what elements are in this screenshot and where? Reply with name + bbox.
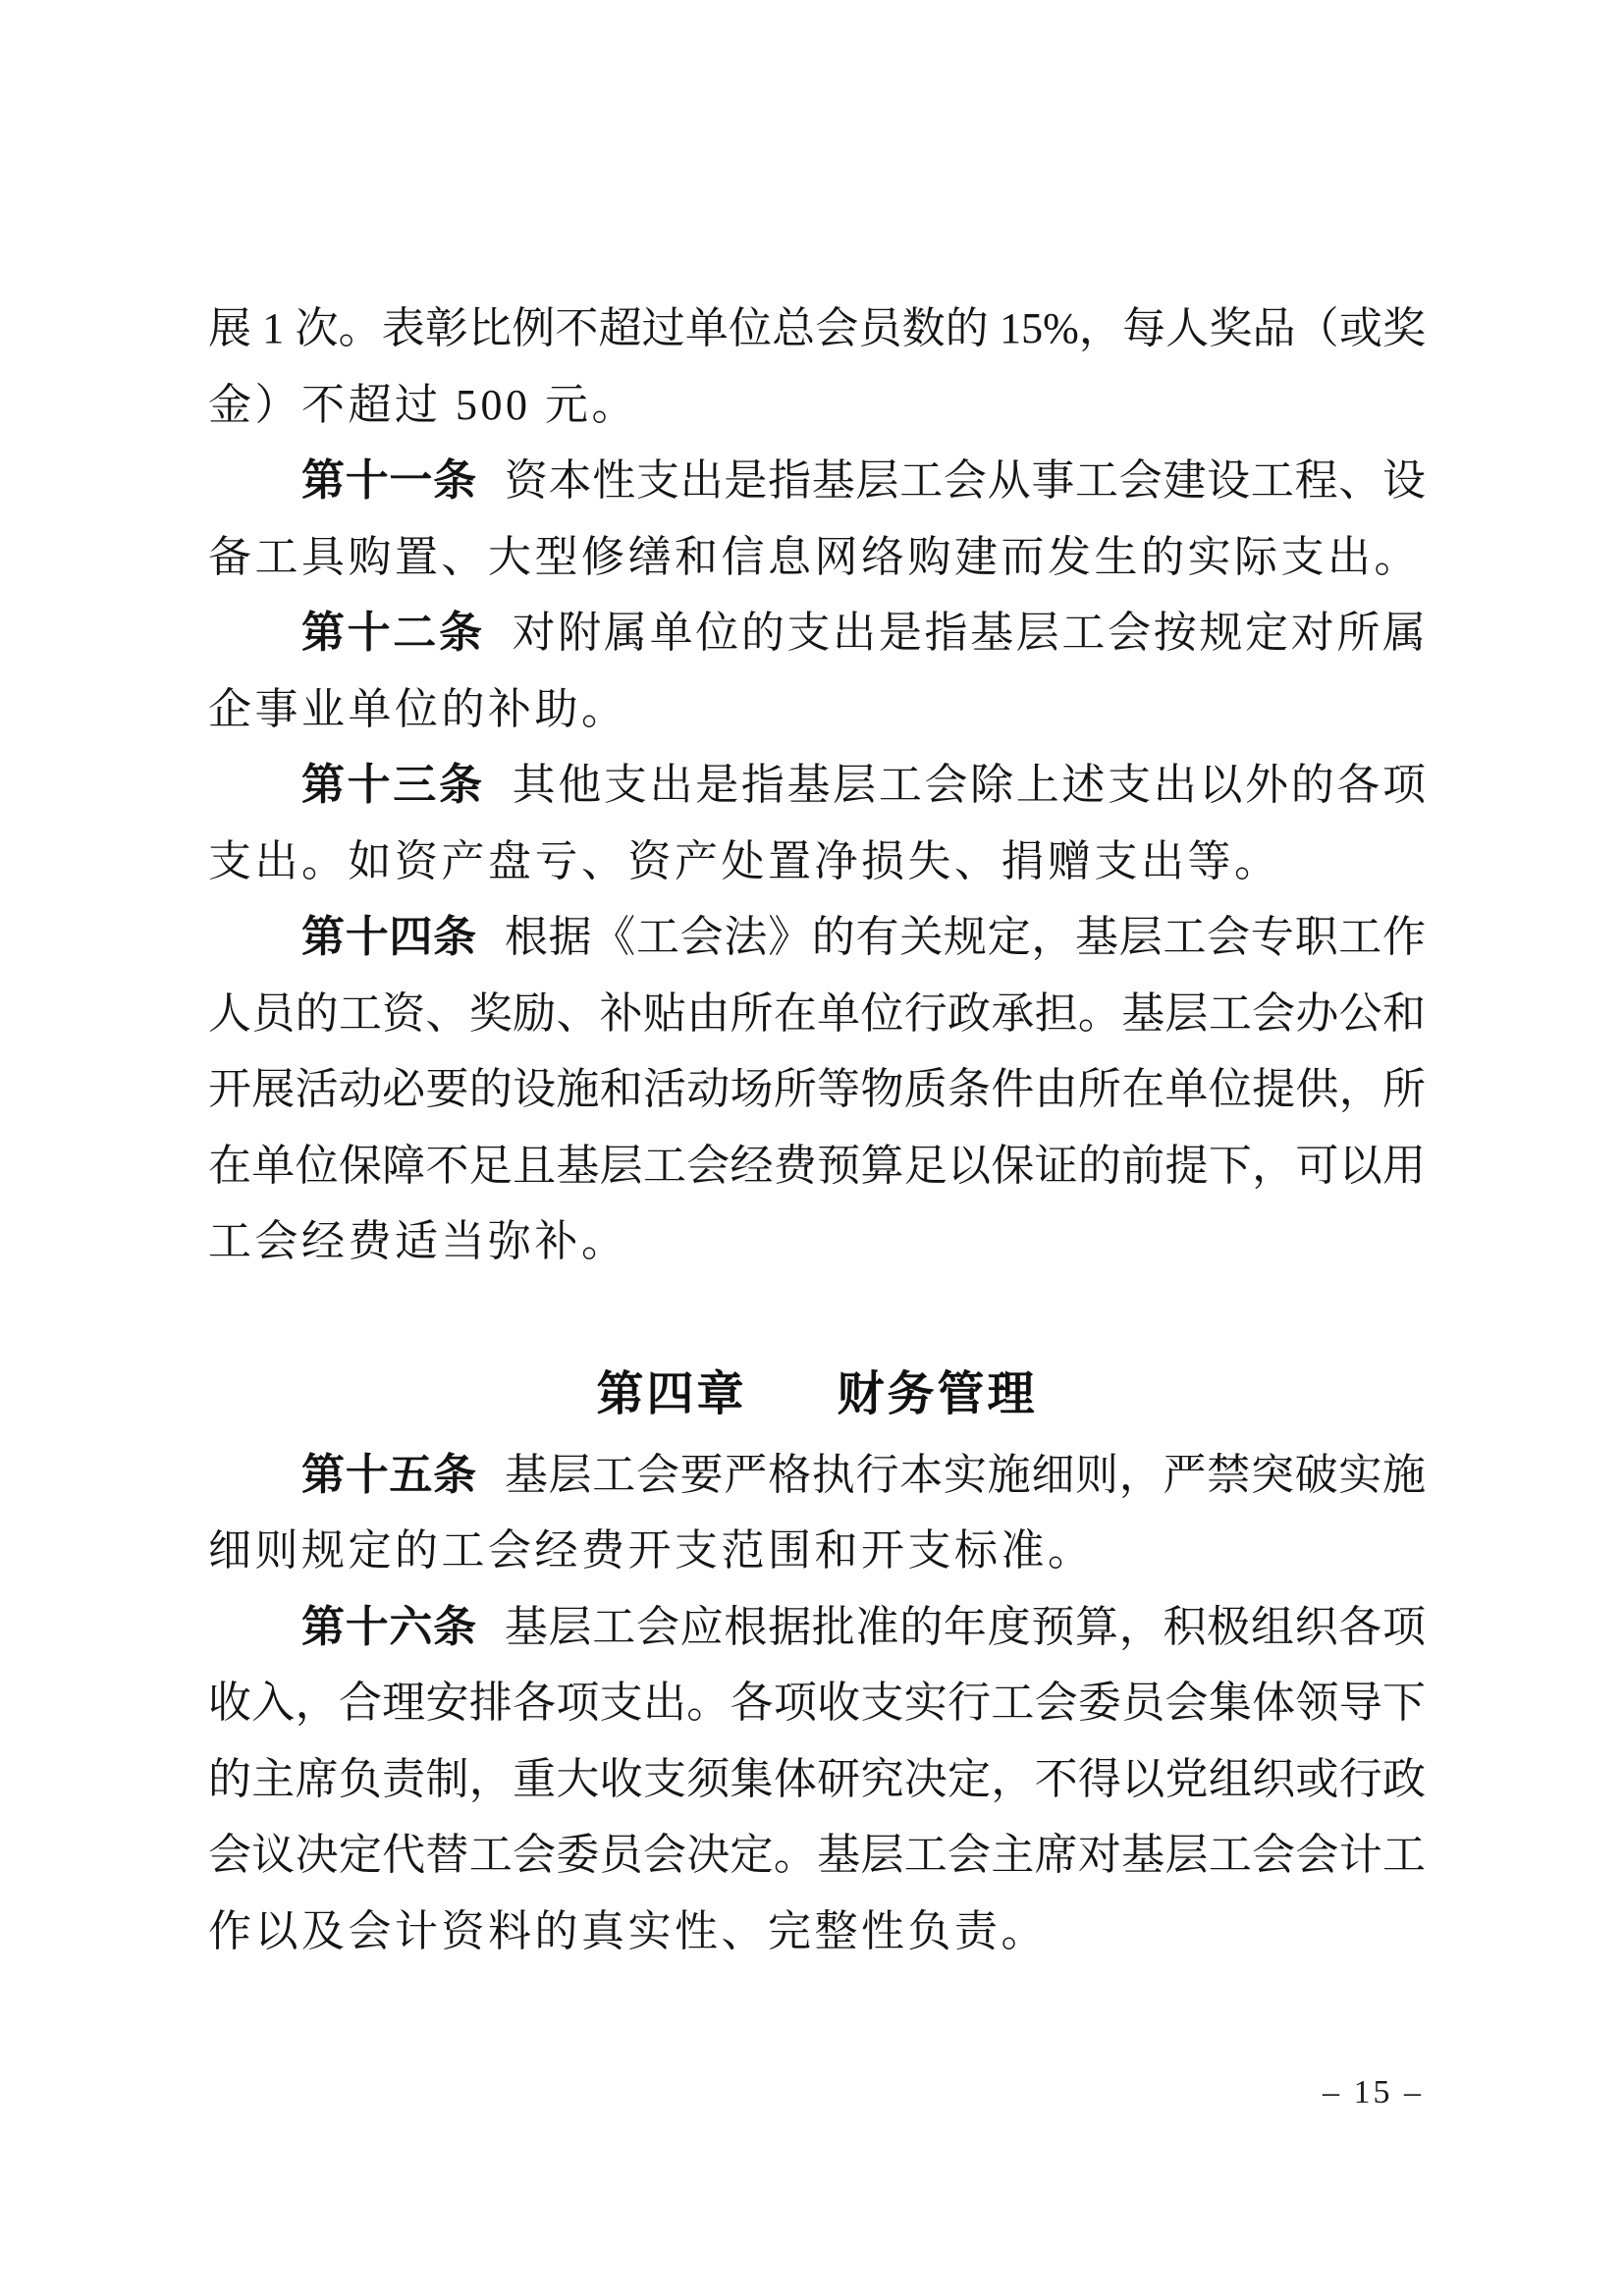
text-line — [208, 291, 1426, 367]
line-text: 人员的工资、奖励、补贴由所在单位行政承担。基层工会办公和 — [208, 988, 1426, 1038]
article-line — [208, 595, 1426, 671]
article-number-label: 第十二条 — [301, 609, 485, 657]
chapter-heading — [208, 1364, 1426, 1425]
text-line — [208, 671, 1426, 748]
page-number: – 15 – — [1323, 2074, 1424, 2110]
line-text: 资本性支出是指基层工会从事工会建设工程、设 — [504, 456, 1427, 505]
text-line — [208, 1128, 1426, 1204]
line-text: 作以及会计资料的真实性、完整性负责。 — [208, 1906, 1048, 1955]
line-text: 细则规定的工会经费开支范围和开支标准。 — [208, 1526, 1095, 1575]
text-line — [208, 367, 1426, 444]
article-line — [208, 443, 1426, 519]
article-number-label: 第十三条 — [301, 761, 485, 809]
chapter-title: 财务管理 — [837, 1367, 1038, 1420]
line-text: 展 1 次。表彰比例不超过单位总会员数的 15%，每人奖品（或奖 — [208, 304, 1426, 352]
text-line — [208, 1051, 1426, 1128]
line-text: 支出。如资产盘亏、资产处置净损失、捐赠支出等。 — [208, 836, 1281, 885]
article-line — [208, 899, 1426, 976]
text-line — [208, 976, 1426, 1052]
line-text: 收入，合理安排各项支出。各项收支实行工会委员会集体领导下 — [208, 1679, 1426, 1727]
text-line — [208, 1894, 1426, 1970]
article-line — [208, 1437, 1426, 1514]
line-text: 其他支出是指基层工会除上述支出以外的各项 — [512, 761, 1426, 809]
line-text: 的主席负责制，重大收支须集体研究决定，不得以党组织或行政 — [208, 1754, 1426, 1803]
article-number-label: 第十六条 — [301, 1602, 477, 1651]
text-line — [208, 1665, 1426, 1741]
line-text: 企事业单位的补助。 — [208, 684, 628, 733]
line-text: 备工具购置、大型修缮和信息网络购建而发生的实际支出。 — [208, 532, 1421, 581]
line-text: 对附属单位的支出是指基层工会按规定对所属 — [512, 609, 1426, 657]
line-text: 根据《工会法》的有关规定，基层工会专职工作 — [504, 913, 1427, 961]
article-number-label: 第十五条 — [301, 1450, 477, 1499]
article-number-label: 第十一条 — [301, 456, 477, 505]
text-line — [208, 1817, 1426, 1894]
line-text: 基层工会要严格执行本实施细则，严禁突破实施 — [504, 1450, 1427, 1499]
text-line — [208, 519, 1426, 596]
article-line — [208, 1589, 1426, 1666]
chapter-number: 第四章 — [596, 1367, 747, 1420]
text-line — [208, 1513, 1426, 1589]
text-line — [208, 1203, 1426, 1280]
line-text: 开展活动必要的设施和活动场所等物质条件由所在单位提供，所 — [208, 1065, 1426, 1113]
line-text: 金）不超过 500 元。 — [208, 380, 638, 429]
text-line — [208, 824, 1426, 900]
line-text: 会议决定代替工会委员会决定。基层工会主席对基层工会会计工 — [208, 1831, 1426, 1879]
line-text: 工会经费适当弥补。 — [208, 1217, 628, 1265]
line-text: 在单位保障不足且基层工会经费预算足以保证的前提下，可以用 — [208, 1141, 1426, 1190]
line-text: 基层工会应根据批准的年度预算，积极组织各项 — [504, 1602, 1427, 1651]
document-body — [208, 291, 1426, 1969]
text-line — [208, 1741, 1426, 1818]
article-line — [208, 747, 1426, 824]
article-number-label: 第十四条 — [301, 913, 477, 961]
